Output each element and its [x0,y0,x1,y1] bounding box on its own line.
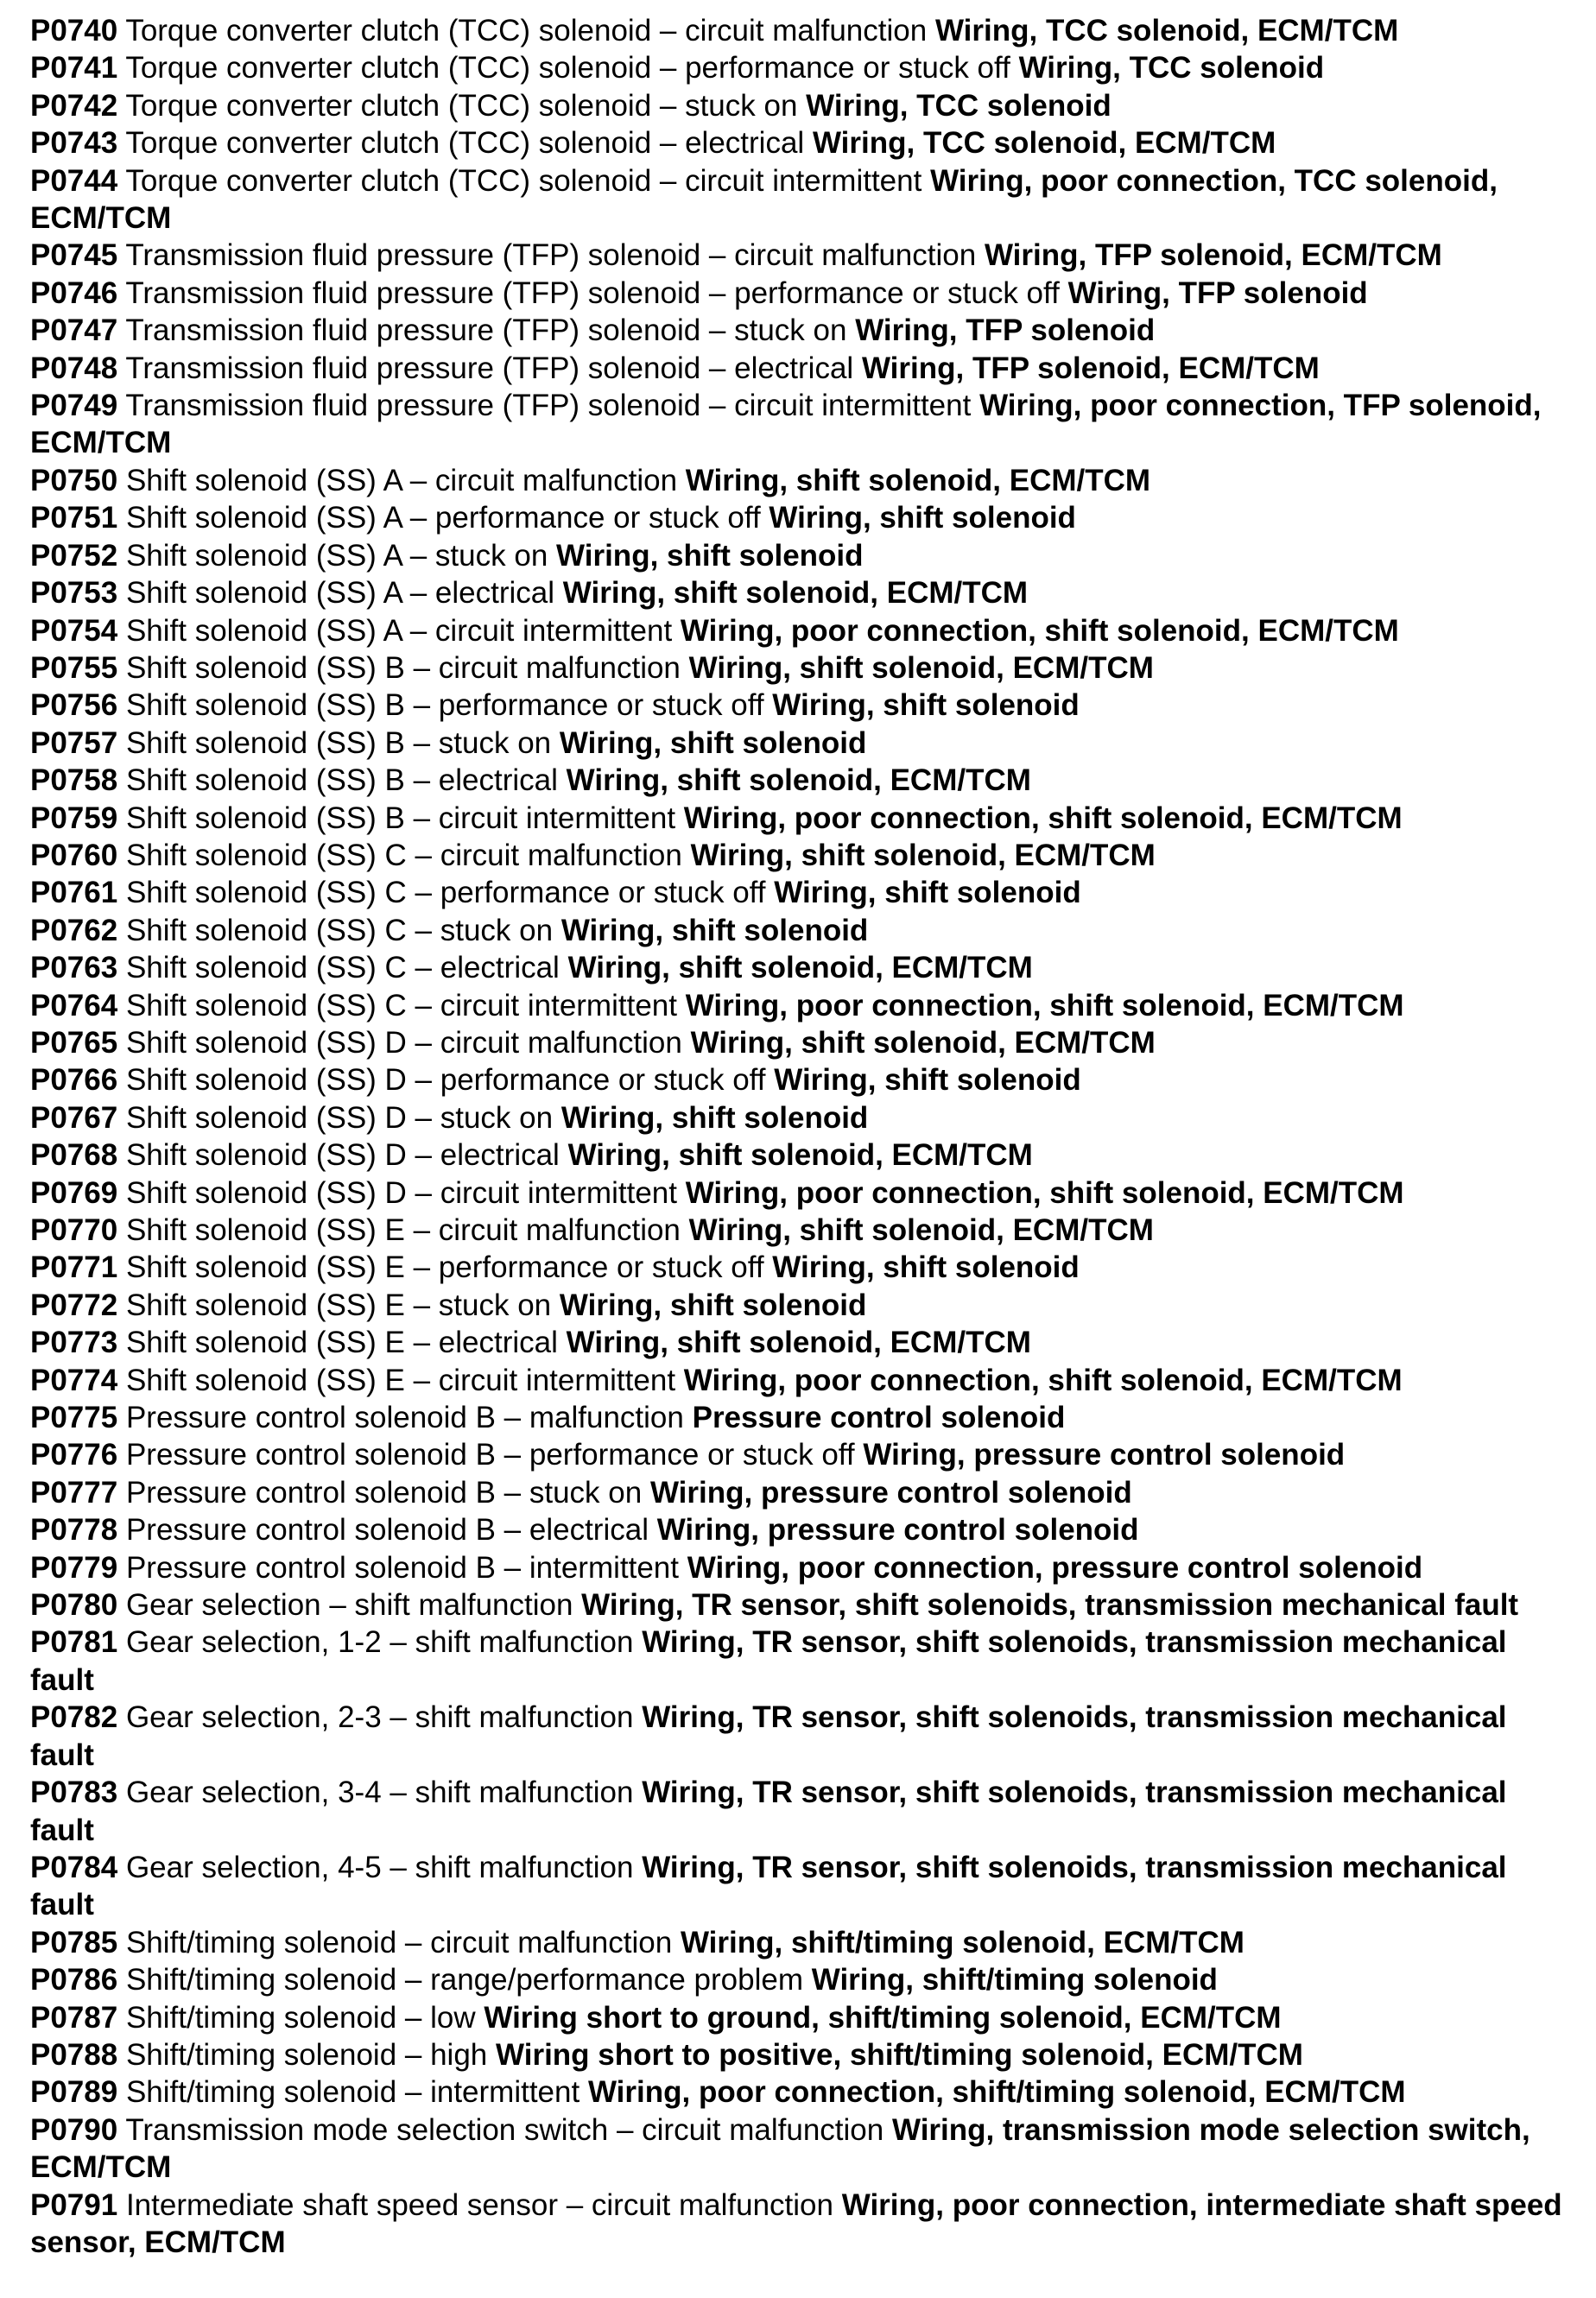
dtc-description: Gear selection, 4-5 – shift malfunction [125,1850,634,1884]
dtc-entry [30,912,1576,949]
dtc-entry [30,1174,1576,1212]
dtc-probable-causes: Wiring, shift solenoid [560,1100,869,1135]
dtc-entry [30,1024,1576,1061]
dtc-description: Pressure control solenoid B – malfunction [125,1401,684,1435]
dtc-probable-causes: Wiring, shift solenoid, ECM/TCM [566,763,1031,798]
dtc-entry [30,1699,1576,1774]
dtc-probable-causes: Wiring, pressure control solenoid [656,1513,1139,1548]
dtc-description: Shift solenoid (SS) B – electrical [125,763,558,798]
dtc-description: Transmission fluid pressure (TFP) solenoid – performance or stuck off [125,275,1060,310]
dtc-description: Shift solenoid (SS) E – electrical [125,1326,558,1360]
dtc-probable-causes: Wiring, TR sensor, shift solenoids, transmission mechanical fault [30,1700,1507,1772]
dtc-description: Gear selection, 2-3 – shift malfunction [125,1700,634,1735]
dtc-entry [30,162,1576,237]
dtc-description: Shift solenoid (SS) C – stuck on [125,913,554,947]
dtc-code: P0772 [30,1288,118,1322]
dtc-description: Shift solenoid (SS) A – stuck on [125,538,548,573]
dtc-description: Shift solenoid (SS) B – performance or stuck off [125,688,764,723]
dtc-probable-causes: Wiring, poor connection, shift solenoid, ECM/TCM [685,988,1404,1022]
dtc-code: P0779 [30,1550,118,1585]
dtc-probable-causes: Wiring short to ground, shift/timing solenoid, ECM/TCM [484,2000,1282,2035]
dtc-entry [30,1586,1576,1624]
dtc-entry [30,2187,1576,2262]
dtc-probable-causes: Wiring short to positive, shift/timing solenoid, ECM/TCM [496,2037,1303,2072]
dtc-code: P0759 [30,801,118,835]
dtc-code: P0751 [30,501,118,535]
dtc-entry [30,462,1576,499]
dtc-entry [30,124,1576,161]
dtc-description: Torque converter clutch (TCC) solenoid – electrical [125,126,805,161]
dtc-probable-causes: Wiring, pressure control solenoid [649,1475,1132,1510]
dtc-code: P0762 [30,913,118,947]
dtc-code: P0743 [30,126,118,161]
dtc-probable-causes: Wiring, shift solenoid, ECM/TCM [690,838,1156,872]
dtc-entry [30,1849,1576,1924]
dtc-description: Shift/timing solenoid – intermittent [125,2075,580,2110]
dtc-code: P0791 [30,2187,118,2222]
dtc-code: P0745 [30,238,118,273]
dtc-code: P0764 [30,988,118,1022]
dtc-probable-causes: Wiring, TFP solenoid, ECM/TCM [984,238,1442,273]
dtc-code: P0786 [30,1963,118,1997]
dtc-description: Gear selection, 3-4 – shift malfunction [125,1776,634,1810]
dtc-probable-causes: Wiring, poor connection, shift solenoid, ECM/TCM [683,801,1403,835]
dtc-code: P0776 [30,1438,118,1472]
dtc-probable-causes: Wiring, TCC solenoid [1018,51,1325,85]
dtc-probable-causes: Wiring, shift solenoid, ECM/TCM [567,951,1033,985]
dtc-description: Transmission mode selection switch – circuit malfunction [125,2112,884,2147]
dtc-description: Shift solenoid (SS) B – circuit intermittent [125,801,676,835]
dtc-entry [30,800,1576,837]
dtc-description: Transmission fluid pressure (TFP) solenoid – stuck on [125,313,847,348]
dtc-description: Shift solenoid (SS) D – circuit intermittent [125,1175,677,1210]
dtc-entry [30,687,1576,724]
dtc-description: Shift solenoid (SS) C – circuit malfunction [125,838,682,872]
dtc-code: P0763 [30,951,118,985]
dtc-probable-causes: Wiring, TCC solenoid, ECM/TCM [812,126,1276,161]
dtc-probable-causes: Wiring, TFP solenoid, ECM/TCM [861,351,1320,385]
dtc-description: Gear selection – shift malfunction [125,1588,573,1623]
dtc-description: Shift/timing solenoid – high [125,2037,488,2072]
dtc-entry [30,1549,1576,1586]
dtc-entry [30,350,1576,387]
dtc-description: Pressure control solenoid B – electrical [125,1513,649,1548]
dtc-probable-causes: Wiring, poor connection, shift solenoid, ECM/TCM [685,1175,1404,1210]
dtc-code: P0744 [30,163,118,198]
dtc-description: Torque converter clutch (TCC) solenoid – performance or stuck off [125,51,1010,85]
dtc-description: Shift solenoid (SS) A – circuit malfunction [125,463,678,497]
dtc-description: Shift/timing solenoid – range/performance problem [125,1963,803,1997]
dtc-probable-causes: Wiring, shift solenoid [559,725,867,760]
dtc-entry [30,312,1576,349]
dtc-probable-causes: Wiring, shift solenoid, ECM/TCM [688,650,1154,685]
dtc-probable-causes: Wiring, poor connection, shift solenoid, ECM/TCM [683,1363,1403,1397]
dtc-entry [30,499,1576,536]
dtc-code: P0746 [30,275,118,310]
dtc-probable-causes: Wiring, TCC solenoid, ECM/TCM [934,14,1399,47]
dtc-entry [30,1061,1576,1098]
dtc-probable-causes: Wiring, TR sensor, shift solenoids, transmission mechanical fault [30,1776,1507,1847]
dtc-code: P0761 [30,876,118,910]
dtc-code: P0766 [30,1063,118,1098]
dtc-code: P0789 [30,2075,118,2110]
dtc-probable-causes: Wiring, shift solenoid, ECM/TCM [567,1138,1033,1173]
dtc-description: Transmission fluid pressure (TFP) solenoid – circuit intermittent [125,389,972,423]
dtc-probable-causes: Wiring, shift solenoid [772,688,1080,723]
dtc-description: Pressure control solenoid B – stuck on [125,1475,643,1510]
dtc-entry [30,275,1576,312]
dtc-description: Torque converter clutch (TCC) solenoid – circuit intermittent [125,163,922,198]
dtc-description: Shift solenoid (SS) B – circuit malfunction [125,650,681,685]
dtc-probable-causes: Wiring, shift solenoid, ECM/TCM [566,1326,1031,1360]
dtc-probable-causes: Pressure control solenoid [692,1401,1066,1435]
dtc-description: Transmission fluid pressure (TFP) solenoid – circuit malfunction [125,238,977,273]
dtc-code-list [30,12,1576,2261]
dtc-code: P0755 [30,650,118,685]
dtc-probable-causes: Wiring, shift/timing solenoid, ECM/TCM [680,1925,1244,1959]
dtc-code: P0773 [30,1326,118,1360]
dtc-entry [30,537,1576,574]
dtc-probable-causes: Wiring, poor connection, TCC solenoid, ECM/TCM [30,163,1498,236]
dtc-probable-causes: Wiring, TFP solenoid [1067,275,1368,310]
dtc-description: Shift solenoid (SS) C – electrical [125,951,560,985]
dtc-description: Shift solenoid (SS) E – stuck on [125,1288,552,1322]
dtc-code: P0757 [30,725,118,760]
dtc-code: P0777 [30,1475,118,1510]
dtc-code: P0775 [30,1401,118,1435]
dtc-probable-causes: Wiring, TCC solenoid [806,88,1112,123]
dtc-description: Intermediate shaft speed sensor – circuit malfunction [125,2187,833,2222]
dtc-probable-causes: Wiring, shift solenoid [774,876,1081,910]
dtc-code: P0781 [30,1625,118,1660]
dtc-code: P0784 [30,1850,118,1884]
dtc-probable-causes: Wiring, pressure control solenoid [863,1438,1346,1472]
dtc-probable-causes: Wiring, poor connection, TFP solenoid, ECM/TCM [30,389,1542,460]
dtc-code: P0788 [30,2037,118,2072]
dtc-code: P0774 [30,1363,118,1397]
dtc-probable-causes: Wiring, shift solenoid [560,913,869,947]
dtc-description: Pressure control solenoid B – performance or stuck off [125,1438,855,1472]
dtc-probable-causes: Wiring, shift solenoid [772,1250,1080,1285]
dtc-entry [30,1624,1576,1699]
dtc-entry [30,1099,1576,1136]
dtc-code: P0756 [30,688,118,723]
dtc-code: P0787 [30,2000,118,2035]
dtc-probable-causes: Wiring, TR sensor, shift solenoids, transmission mechanical fault [30,1850,1507,1922]
dtc-entry [30,1287,1576,1324]
dtc-entry [30,1961,1576,1998]
dtc-probable-causes: Wiring, shift solenoid, ECM/TCM [688,1213,1154,1247]
dtc-code: P0758 [30,763,118,798]
dtc-code: P0752 [30,538,118,573]
dtc-probable-causes: Wiring, shift solenoid [774,1063,1081,1098]
dtc-entry [30,987,1576,1024]
dtc-entry [30,874,1576,911]
dtc-probable-causes: Wiring, shift solenoid, ECM/TCM [690,1025,1156,1060]
dtc-entry [30,1324,1576,1361]
dtc-code: P0790 [30,2112,118,2147]
dtc-code: P0750 [30,463,118,497]
dtc-code: P0740 [30,14,118,47]
dtc-entry [30,12,1576,49]
dtc-code: P0768 [30,1138,118,1173]
dtc-code: P0754 [30,613,118,648]
dtc-entry [30,1474,1576,1511]
dtc-entry [30,649,1576,687]
dtc-code: P0760 [30,838,118,872]
dtc-entry [30,612,1576,649]
dtc-entry [30,49,1576,86]
dtc-entry [30,1999,1576,2036]
dtc-description: Shift solenoid (SS) C – circuit intermittent [125,988,677,1022]
dtc-description: Transmission fluid pressure (TFP) solenoid – electrical [125,351,854,385]
dtc-probable-causes: Wiring, poor connection, pressure control solenoid [687,1550,1423,1585]
dtc-description: Shift solenoid (SS) D – circuit malfunction [125,1025,682,1060]
dtc-description: Shift solenoid (SS) E – performance or stuck off [125,1250,764,1285]
dtc-probable-causes: Wiring, shift/timing solenoid [811,1963,1218,1997]
dtc-entry [30,574,1576,611]
dtc-description: Shift solenoid (SS) D – performance or stuck off [125,1063,766,1098]
dtc-description: Shift solenoid (SS) B – stuck on [125,725,552,760]
dtc-entry [30,1136,1576,1174]
dtc-entry [30,1774,1576,1849]
dtc-entry [30,1511,1576,1548]
dtc-entry [30,1249,1576,1286]
dtc-entry [30,1212,1576,1249]
dtc-description: Shift solenoid (SS) A – electrical [125,576,555,611]
dtc-entry [30,87,1576,124]
dtc-probable-causes: Wiring, transmission mode selection switch, ECM/TCM [30,2112,1530,2185]
dtc-description: Shift solenoid (SS) D – electrical [125,1138,560,1173]
dtc-probable-causes: Wiring, TFP solenoid [855,313,1156,348]
dtc-description: Shift solenoid (SS) A – performance or stuck off [125,501,761,535]
dtc-entry [30,1924,1576,1961]
dtc-probable-causes: Wiring, poor connection, intermediate shaft speed sensor, ECM/TCM [30,2187,1562,2259]
dtc-description: Shift solenoid (SS) C – performance or stuck off [125,876,766,910]
dtc-code: P0748 [30,351,118,385]
dtc-code: P0741 [30,51,118,85]
dtc-probable-causes: Wiring, poor connection, shift/timing solenoid, ECM/TCM [587,2075,1406,2110]
dtc-code: P0780 [30,1588,118,1623]
dtc-description: Pressure control solenoid B – intermittent [125,1550,679,1585]
dtc-code: P0778 [30,1513,118,1548]
dtc-probable-causes: Wiring, shift solenoid [559,1288,867,1322]
dtc-description: Shift solenoid (SS) A – circuit intermittent [125,613,673,648]
dtc-code: P0753 [30,576,118,611]
dtc-code: P0785 [30,1925,118,1959]
dtc-description: Shift solenoid (SS) E – circuit malfunction [125,1213,681,1247]
dtc-description: Shift/timing solenoid – low [125,2000,476,2035]
dtc-code: P0770 [30,1213,118,1247]
dtc-description: Shift solenoid (SS) D – stuck on [125,1100,554,1135]
dtc-probable-causes: Wiring, poor connection, shift solenoid, ECM/TCM [680,613,1399,648]
dtc-probable-causes: Wiring, shift solenoid, ECM/TCM [685,463,1151,497]
dtc-probable-causes: Wiring, shift solenoid [769,501,1076,535]
dtc-code: P0749 [30,389,118,423]
dtc-code: P0783 [30,1776,118,1810]
dtc-entry [30,1399,1576,1436]
dtc-entry [30,1436,1576,1473]
dtc-entry [30,949,1576,986]
dtc-code: P0771 [30,1250,118,1285]
dtc-entry [30,762,1576,799]
dtc-code: P0769 [30,1175,118,1210]
dtc-description: Torque converter clutch (TCC) solenoid – stuck on [125,88,798,123]
dtc-probable-causes: Wiring, shift solenoid, ECM/TCM [562,576,1029,611]
dtc-entry [30,2036,1576,2073]
dtc-code: P0747 [30,313,118,348]
dtc-description: Torque converter clutch (TCC) solenoid – circuit malfunction [125,14,928,47]
dtc-entry [30,2111,1576,2187]
dtc-entry [30,725,1576,762]
dtc-code: P0767 [30,1100,118,1135]
dtc-entry [30,387,1576,462]
dtc-probable-causes: Wiring, shift solenoid [556,538,864,573]
dtc-description: Gear selection, 1-2 – shift malfunction [125,1625,634,1660]
dtc-entry [30,1362,1576,1399]
dtc-description: Shift solenoid (SS) E – circuit intermittent [125,1363,676,1397]
dtc-entry [30,237,1576,274]
dtc-code: P0742 [30,88,118,123]
dtc-entry [30,2073,1576,2111]
dtc-entry [30,837,1576,874]
dtc-probable-causes: Wiring, TR sensor, shift solenoids, transmission mechanical fault [30,1625,1507,1697]
dtc-code: P0765 [30,1025,118,1060]
dtc-probable-causes: Wiring, TR sensor, shift solenoids, transmission mechanical fault [581,1588,1519,1623]
dtc-description: Shift/timing solenoid – circuit malfunction [125,1925,673,1959]
dtc-code: P0782 [30,1700,118,1735]
